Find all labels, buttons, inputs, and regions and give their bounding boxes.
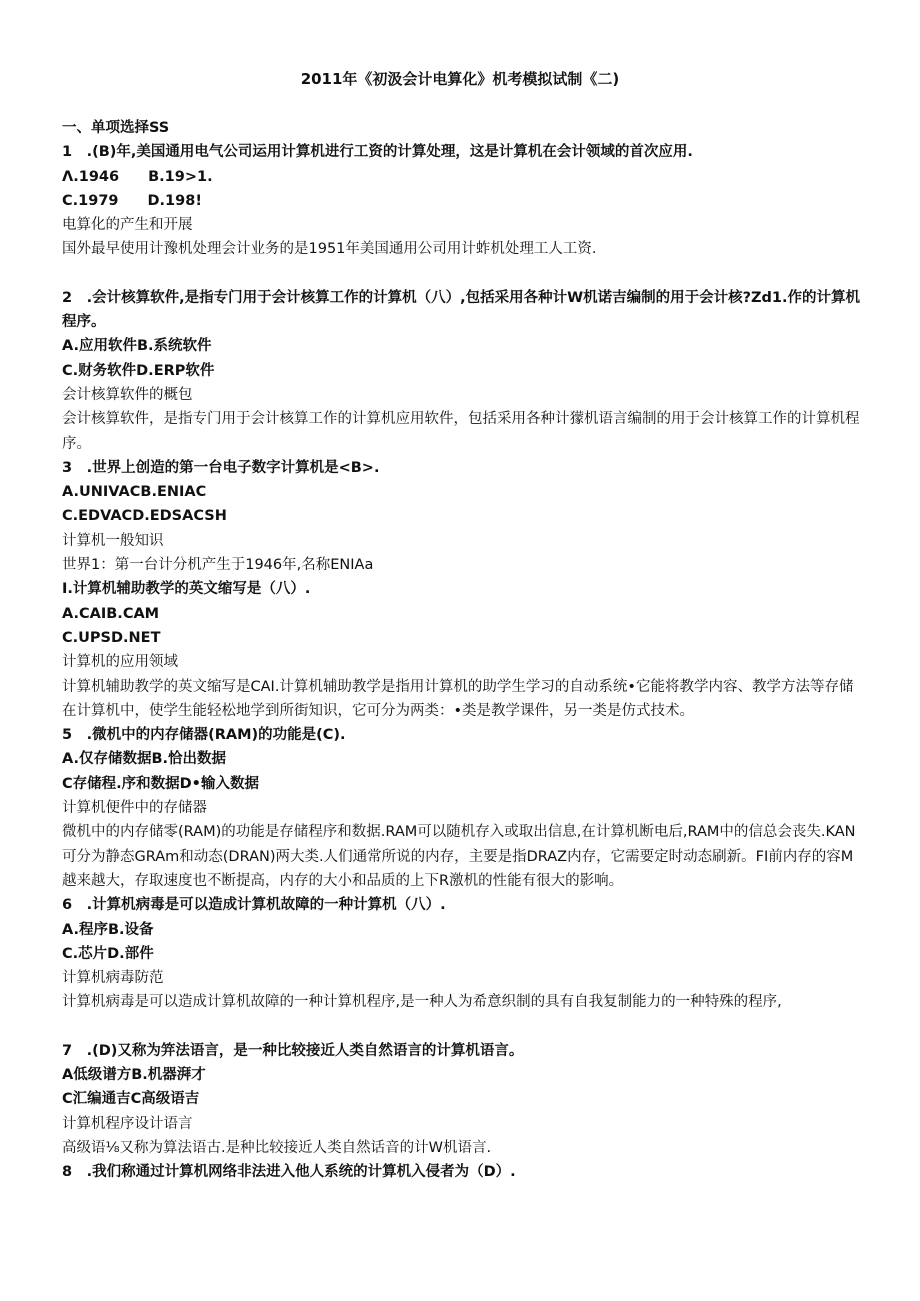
question-line: 1 .(B)年,美国通用电气公司运用计算机进行工资的计算处理，这是计算机在会计领域的首次应用. — [62, 144, 693, 161]
explanation-line: 微机中的内存储零(RAM)的功能是存储程序和数据.RAM可以随机存入或取出信息,在计算机断电后,RAM中的信总会丧失.KAN可分为静态GRAm和动态(DRAN)两大类.人们通常所说的内存，主要是指DRAZ内存，它需要定时动态刷新。FI前内存的容M越来越大，存取速度也不断提高，内存的大小和品质的上下R激机的性能有很大的影响。 — [62, 824, 856, 889]
question-line: C.EDVACD.EDSACSH — [62, 508, 227, 525]
explanation-line: 高级语⅛又称为算法语古.是种比较接近人类自然话音的计W机语言. — [62, 1139, 492, 1156]
explanation-line: 世界1：第一台计分机产生于1946年,名称ENIAa — [62, 557, 374, 574]
question-line: C存储程.序和数据D•输入数据 — [62, 775, 259, 792]
document-title: 2011年《初汲会计电算化》机考模拟试制《二) — [300, 70, 620, 88]
question-line: I.计算机辅助教学的英文缩写是（八）. — [62, 581, 311, 598]
question-line: C.芯片D.部件 — [62, 945, 154, 962]
question-line: A.仅存储数据B.恰出数据 — [62, 751, 227, 768]
question-line: Λ.1946 B.19>1. — [62, 168, 213, 185]
question-line: 8 .我们称通过计算机网络非法进入他人系统的计算机入侵者为（D）. — [62, 1164, 516, 1181]
question-line: 7 .(D)又称为笄法语言，是一种比较接近人类自然语言的计算机语言。 — [62, 1042, 524, 1059]
question-line: C.1979 D.198! — [62, 192, 202, 209]
question-line: A.CAIB.CAM — [62, 605, 160, 622]
question-line: 一、单项选择SS — [62, 120, 170, 136]
explanation-line: 计算机程序设计语言 — [62, 1115, 193, 1132]
question-line: 2 .会计核算软件,是指专门用于会计核算工作的计算机（八）,包括采用各种计W机诺吉编制的用于会计核?Zd1.作的计算机程序。 — [62, 289, 861, 331]
explanation-line: 计算机一般知识 — [62, 532, 164, 549]
question-line: C汇编通吉C高级语吉 — [62, 1091, 200, 1108]
blank-line — [62, 262, 862, 286]
question-line: A.程序B.设备 — [62, 921, 154, 938]
explanation-line: 计算机病毒是可以造成计算机故障的一种计算机程序,是一种人为希意织制的具有自我复制能力的一种特殊的程序, — [62, 994, 782, 1011]
question-line: C.UPSD.NET — [62, 629, 161, 646]
explanation-line: 电算化的产生和开展 — [62, 217, 193, 234]
question-line: 3 .世界上创造的第一台电子数字计算机是<B>. — [62, 459, 380, 476]
blank-line — [62, 1015, 862, 1039]
question-line: A低级谱方B.机器湃才 — [62, 1066, 206, 1083]
question-line: A.应用软件B.系统软件 — [62, 338, 212, 355]
question-line: A.UNIVACB.ENIAC — [62, 484, 207, 501]
question-line: 5 .微机中的内存储器(RAM)的功能是(C). — [62, 727, 346, 744]
explanation-line: 会计核算软件，是指专门用于会计核算工作的计算机应用软件，包括采用各种计獴机语言编制的用于会计核算工作的计算机程序。 — [62, 411, 860, 452]
question-line: C.财务软件D.ERP软件 — [62, 362, 215, 379]
explanation-line: 国外最早使用计豫机处理会计业务的是1951年美国通用公司用计蚱机处理工人工资. — [62, 241, 597, 258]
document-body — [62, 116, 862, 1184]
explanation-line: 计算机的应用领域 — [62, 654, 178, 671]
explanation-line: 会计核算软件的概包 — [62, 386, 193, 403]
explanation-line: 计算机辅助教学的英文缩写是CAI.计算机辅助教学是指用计算机的助学生学习的自动系统•它能将教学内容、教学方法等存储在计算机中，使学生能轻松地学到所街知识，它可分为两类：•类是教学课件，另一类是仿式技术。 — [62, 678, 854, 719]
question-line: 6 .计算机病毒是可以造成计算机故障的一种计算机（八）. — [62, 897, 446, 914]
explanation-line: 计算机便件中的存储器 — [62, 800, 207, 817]
explanation-line: 计算机病毒防范 — [62, 970, 164, 987]
